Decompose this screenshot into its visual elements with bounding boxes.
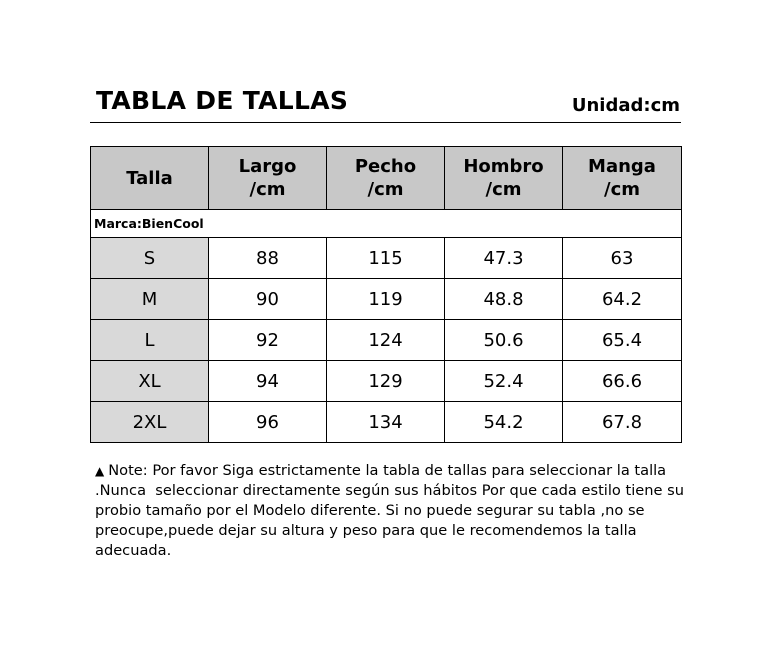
manga-cell: 67.8 (563, 402, 682, 443)
table-header-row (91, 147, 682, 210)
hombro-cell: 47.3 (445, 238, 563, 279)
hombro-cell: 52.4 (445, 361, 563, 402)
page-title: TABLA DE TALLAS (96, 86, 349, 115)
largo-cell: 88 (209, 238, 327, 279)
manga-cell: 63 (563, 238, 682, 279)
note-line: .Nunca seleccionar directamente según sus hábitos Por que cada estilo tiene su (95, 482, 684, 499)
pecho-cell: 119 (327, 279, 445, 320)
manga-cell: 66.6 (563, 361, 682, 402)
pecho-cell: 115 (327, 238, 445, 279)
table-row (91, 402, 682, 443)
largo-cell: 94 (209, 361, 327, 402)
header-pecho: Pecho /cm (327, 147, 445, 210)
pecho-cell: 129 (327, 361, 445, 402)
header-hombro: Hombro /cm (445, 147, 563, 210)
pecho-cell: 134 (327, 402, 445, 443)
header-talla: Talla (91, 147, 209, 210)
manga-cell: 64.2 (563, 279, 682, 320)
note-line: adecuada. (95, 542, 172, 559)
table-row (91, 361, 682, 402)
table-row (91, 320, 682, 361)
largo-cell: 90 (209, 279, 327, 320)
note-line: ▲ Note: Por favor Siga estrictamente la tabla de tallas para seleccionar la talla (95, 462, 667, 479)
unit-label: Unidad:cm (571, 95, 680, 116)
largo-cell: 92 (209, 320, 327, 361)
note-line: preocupe,puede dejar su altura y peso para que le recomendemos la talla (95, 522, 637, 539)
note-line: probio tamaño por el Modelo diferente. Si no puede segurar su tabla ,no se (95, 502, 645, 519)
hombro-cell: 48.8 (445, 279, 563, 320)
size-cell: 2XL (91, 402, 209, 443)
size-chart-table (90, 146, 682, 443)
header-largo: Largo /cm (209, 147, 327, 210)
pecho-cell: 124 (327, 320, 445, 361)
largo-cell: 96 (209, 402, 327, 443)
header-manga: Manga /cm (563, 147, 682, 210)
size-cell: L (91, 320, 209, 361)
size-cell: M (91, 279, 209, 320)
hombro-cell: 50.6 (445, 320, 563, 361)
brand-label: Marca:BienCool (91, 210, 682, 238)
hombro-cell: 54.2 (445, 402, 563, 443)
title-divider (90, 122, 681, 123)
triangle-warning-icon: ▲ (95, 464, 105, 478)
table-row (91, 238, 682, 279)
note-paragraph (95, 461, 685, 561)
manga-cell: 65.4 (563, 320, 682, 361)
brand-row (91, 210, 682, 238)
table-row (91, 279, 682, 320)
size-cell: XL (91, 361, 209, 402)
size-cell: S (91, 238, 209, 279)
